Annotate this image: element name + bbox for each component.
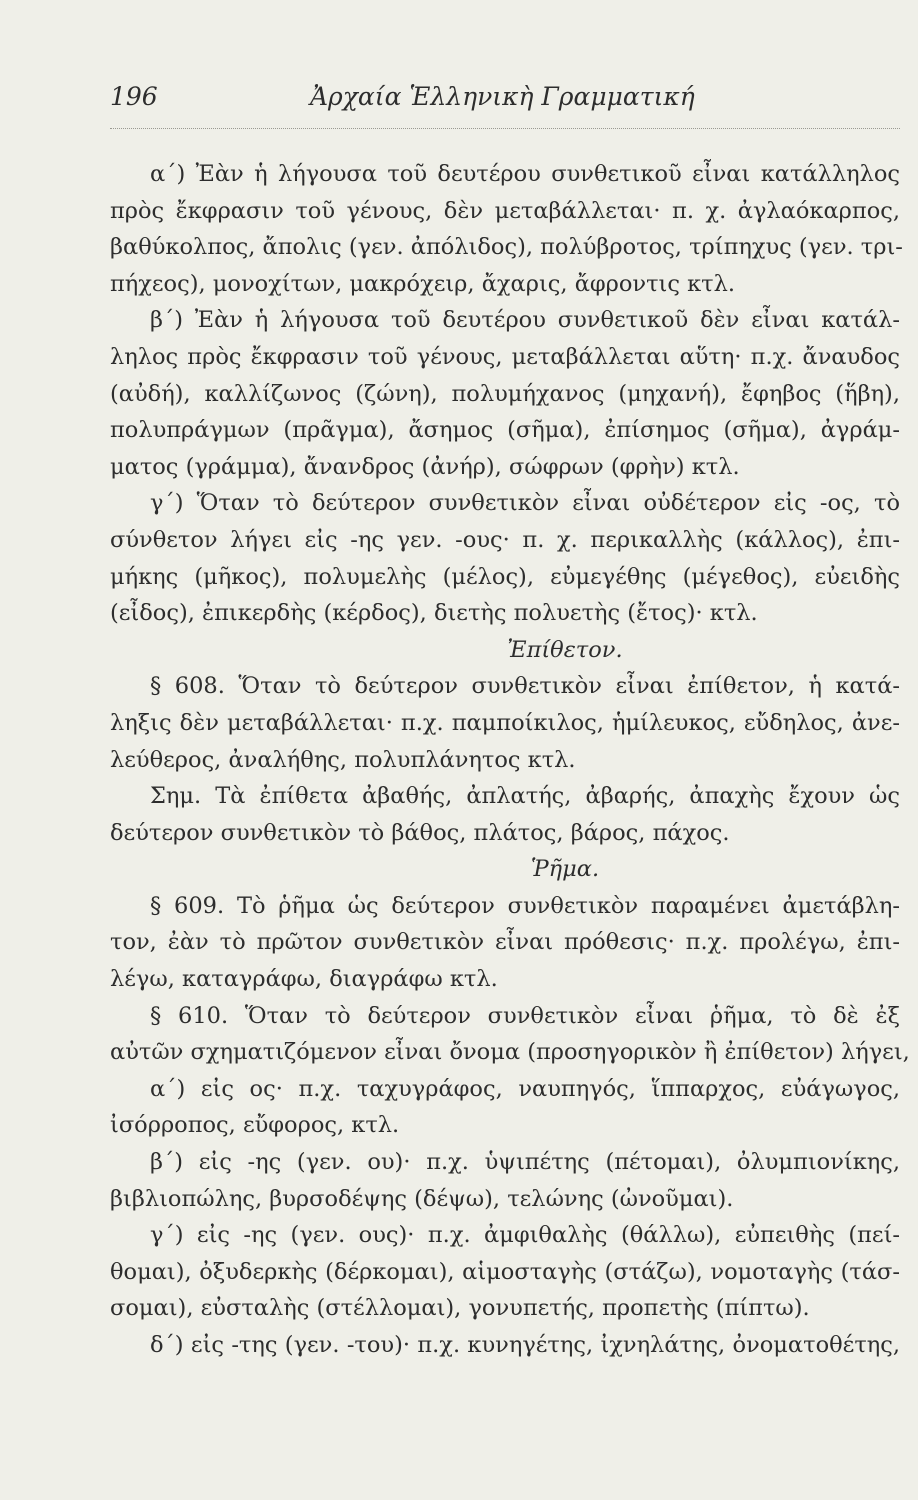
text-line: σύνθετον λήγει εἰς -ης γεν. -ους· π. χ. περικαλλὴς (κάλλος), ἐπι-	[110, 526, 900, 553]
text-line: πολυπράγμων (πρᾶγμα), ἄσημος (σῆμα), ἐπίσημος (σῆμα), ἀγράμ-	[110, 417, 900, 444]
text-line: ληξις δὲν μεταβάλλεται· π.χ. παμποίκιλος, ἡμίλευκος, εὔδηλος, ἀνε-	[110, 709, 900, 736]
text-line: β΄) Ἐὰν ἡ λήγουσα τοῦ δευτέρου συνθετικοῦ δὲν εἶναι κατάλ-	[150, 307, 900, 334]
text-line: δεύτερον συνθετικὸν τὸ βάθος, πλάτος, βάρος, πάχος.	[110, 819, 730, 846]
text-line: ἰσόρροπος, εὔφορος, κτλ.	[110, 1112, 400, 1139]
text-line: § 609. Τὸ ῥῆμα ὡς δεύτερον συνθετικὸν παραμένει ἀμετάβλη-	[150, 892, 900, 919]
text-line: πήχεος), μονοχίτων, μακρόχειρ, ἄχαρις, ἄφροντις κτλ.	[110, 270, 736, 297]
text-line: δ΄) εἰς -της (γεν. -του)· π.χ. κυνηγέτης, ἰχνηλάτης, ὀνοματοθέτης,	[150, 1332, 900, 1358]
section-heading: Ῥῆμα.	[530, 856, 600, 883]
text-line: πρὸς ἔκφρασιν τοῦ γένους, δὲν μεταβάλλεται· π. χ. ἀγλαόκαρπος,	[110, 197, 900, 224]
page-body	[110, 156, 910, 1364]
text-line: αὐτῶν σχηματιζόμενον εἶναι ὄνομα (προσηγορικὸν ἢ ἐπίθετον) λήγει,	[110, 1039, 910, 1066]
text-line: (εἶδος), ἐπικερδὴς (κέρδος), διετὴς πολυετὴς (ἔτος)· κτλ.	[110, 600, 758, 627]
text-line: βαθύκολπος, ἄπολις (γεν. ἀπόλιδος), πολύβροτος, τρίπηχυς (γεν. τρι-	[110, 234, 903, 261]
running-title: Ἀρχαία Ἑλληνικὴ Γραμματική	[310, 82, 695, 111]
page-number: 196	[110, 82, 158, 111]
section-heading: Ἐπίθετον.	[507, 636, 623, 663]
text-line: (αὐδή), καλλίζωνος (ζώνη), πολυμήχανος (μηχανή), ἔφηβος (ἥβη),	[110, 380, 900, 407]
text-line: ματος (γράμμα), ἄνανδρος (ἀνήρ), σώφρων (φρὴν) κτλ.	[110, 453, 740, 480]
text-line: γ΄) Ὅταν τὸ δεύτερον συνθετικὸν εἶναι οὐδέτερον εἰς -ος, τὸ	[150, 490, 900, 517]
text-line: τον, ἐὰν τὸ πρῶτον συνθετικὸν εἶναι πρόθεσις· π.χ. προλέγω, ἐπι-	[110, 929, 900, 956]
text-line: β΄) εἰς -ης (γεν. ου)· π.χ. ὑψιπέτης (πέτομαι), ὀλυμπιονίκης,	[150, 1149, 900, 1176]
text-line: γ΄) εἰς -ης (γεν. ους)· π.χ. ἀμφιθαλὴς (θάλλω), εὐπειθὴς (πεί-	[150, 1222, 900, 1249]
text-line: βιβλιοπώλης, βυρσοδέψης (δέψω), τελώνης (ὠνοῦμαι).	[110, 1185, 734, 1212]
text-line: § 610. Ὅταν τὸ δεύτερον συνθετικὸν εἶναι ῥῆμα, τὸ δὲ ἐξ	[150, 1002, 900, 1029]
text-line: ληλος πρὸς ἔκφρασιν τοῦ γένους, μεταβάλλεται αὕτη· π.χ. ἄναυδος	[110, 343, 900, 370]
text-line: λεύθερος, ἀναλήθης, πολυπλάνητος κτλ.	[110, 746, 576, 773]
text-line: α΄) Ἐὰν ἡ λήγουσα τοῦ δευτέρου συνθετικοῦ εἶναι κατάλληλος	[150, 161, 900, 187]
text-line: μήκης (μῆκος), πολυμελὴς (μέλος), εὐμεγέθης (μέγεθος), εὐειδὴς	[110, 563, 900, 590]
header-divider	[110, 128, 900, 129]
text-line: α΄) εἰς ος· π.χ. ταχυγράφος, ναυπηγός, ἵππαρχος, εὐάγωγος,	[150, 1075, 900, 1102]
text-line: Σημ. Τὰ ἐπίθετα ἀβαθής, ἀπλατής, ἀβαρής, ἀπαχὴς ἔχουν ὡς	[150, 783, 900, 810]
text-line: σομαι), εὐσταλὴς (στέλλομαι), γονυπετής, προπετὴς (πίπτω).	[110, 1295, 810, 1322]
text-line: § 608. Ὅταν τὸ δεύτερον συνθετικὸν εἶναι ἐπίθετον, ἡ κατά-	[150, 673, 900, 700]
text-line: θομαι), ὀξυδερκὴς (δέρκομαι), αἱμοσταγὴς (στάζω), νομοταγὴς (τάσ-	[110, 1258, 900, 1285]
text-line: λέγω, καταγράφω, διαγράφω κτλ.	[110, 966, 498, 993]
